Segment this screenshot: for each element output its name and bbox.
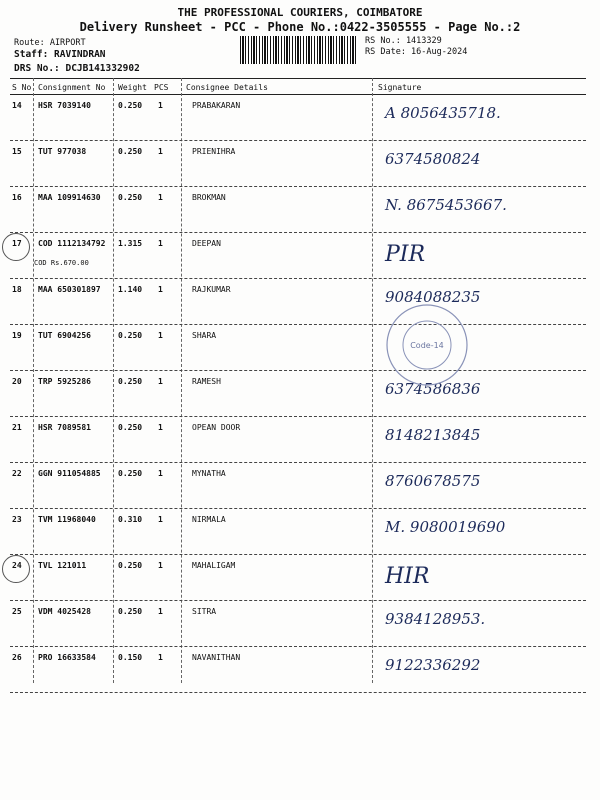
row-consignee: PRIENIHRA <box>192 147 236 156</box>
row-consignee: MAHALIGAM <box>192 561 236 570</box>
row-pcs: 1 <box>158 193 163 202</box>
barcode <box>240 36 358 64</box>
row-consignment: HSR 7039140 <box>38 101 91 110</box>
row-sno: 17 <box>12 239 22 248</box>
row-consignment: TRP 5925286 <box>38 377 91 386</box>
row-consignment: TUT 977038 <box>38 147 87 156</box>
row-signature: 6374586836 <box>385 380 481 398</box>
row-consignee: MYNATHA <box>192 469 226 478</box>
col-signature: Signature <box>378 83 422 92</box>
runsheet-subtitle: Delivery Runsheet - PCC - Phone No.:0422-3505555 - Page No.:2 <box>79 20 521 34</box>
row-consignee: OPEAN DOOR <box>192 423 241 432</box>
row-weight: 0.250 <box>118 101 143 110</box>
row-signature: M. 9080019690 <box>385 518 506 536</box>
row-signature: HIR <box>385 564 430 589</box>
row-pcs: 1 <box>158 561 163 570</box>
row-divider <box>10 278 586 279</box>
row-sno: 21 <box>12 423 22 432</box>
row-consignment: HSR 7089581 <box>38 423 91 432</box>
row-weight: 1.315 <box>118 239 143 248</box>
row-signature: 8148213845 <box>385 426 481 444</box>
staff-label: Staff: RAVINDRAN <box>14 49 106 60</box>
row-pcs: 1 <box>158 653 163 662</box>
row-sno: 20 <box>12 377 22 386</box>
rs-number: RS No.: 1413329 <box>365 36 442 46</box>
row-divider <box>10 600 586 601</box>
row-signature: 8760678575 <box>385 472 481 490</box>
route-label: Route: AIRPORT <box>14 38 86 48</box>
row-divider <box>10 692 586 693</box>
row-mark-circle <box>2 233 30 261</box>
row-divider <box>10 232 586 233</box>
col-consignment: Consignment No <box>38 83 106 92</box>
col-divider <box>33 78 34 683</box>
row-consignee: DEEPAN <box>192 239 221 248</box>
row-pcs: 1 <box>158 331 163 340</box>
row-weight: 0.250 <box>118 147 143 156</box>
row-pcs: 1 <box>158 377 163 386</box>
row-consignment: MAA 650301897 <box>38 285 101 294</box>
row-mark-circle <box>2 555 30 583</box>
row-consignee: RAJKUMAR <box>192 285 231 294</box>
row-note: COD Rs.670.00 <box>34 259 89 267</box>
row-sno: 19 <box>12 331 22 340</box>
row-signature: A 8056435718. <box>385 104 501 122</box>
col-divider <box>113 78 114 683</box>
row-consignee: SHARA <box>192 331 217 340</box>
row-divider <box>10 646 586 647</box>
row-divider <box>10 370 586 371</box>
row-sno: 23 <box>12 515 22 524</box>
row-pcs: 1 <box>158 515 163 524</box>
col-weight: Weight <box>118 83 147 92</box>
row-pcs: 1 <box>158 607 163 616</box>
row-weight: 0.250 <box>118 469 143 478</box>
col-pcs: PCS <box>154 83 169 92</box>
col-divider <box>181 78 182 683</box>
row-pcs: 1 <box>158 469 163 478</box>
row-consignment: MAA 109914630 <box>38 193 101 202</box>
row-pcs: 1 <box>158 423 163 432</box>
row-consignment: TVL 121011 <box>38 561 87 570</box>
row-signature: N. 8675453667. <box>385 196 507 214</box>
row-signature: 9384128953. <box>385 610 486 628</box>
row-consignment: VDM 4025428 <box>38 607 91 616</box>
company-title: THE PROFESSIONAL COURIERS, COIMBATORE <box>177 6 423 19</box>
row-consignment: PRO 16633584 <box>38 653 96 662</box>
stamp-text: Code-14 <box>410 341 444 350</box>
row-consignee: SITRA <box>192 607 217 616</box>
col-sno: S No <box>12 83 32 92</box>
table-header-line <box>10 94 586 95</box>
row-consignee: PRABAKARAN <box>192 101 241 110</box>
row-divider <box>10 416 586 417</box>
row-consignment: GGN 911054885 <box>38 469 101 478</box>
row-consignment: COD 1112134792 <box>38 239 106 248</box>
row-consignment: TVM 11968040 <box>38 515 96 524</box>
row-weight: 1.140 <box>118 285 143 294</box>
row-sno: 24 <box>12 561 22 570</box>
row-weight: 0.310 <box>118 515 143 524</box>
row-weight: 0.250 <box>118 607 143 616</box>
row-weight: 0.150 <box>118 653 143 662</box>
row-divider <box>10 462 586 463</box>
row-divider <box>10 508 586 509</box>
row-weight: 0.250 <box>118 193 143 202</box>
col-divider <box>372 78 373 683</box>
row-consignee: NAVANITHAN <box>192 653 241 662</box>
row-divider <box>10 554 586 555</box>
row-pcs: 1 <box>158 147 163 156</box>
row-weight: 0.250 <box>118 561 143 570</box>
row-sno: 14 <box>12 101 22 110</box>
row-consignee: BROKMAN <box>192 193 226 202</box>
row-weight: 0.250 <box>118 423 143 432</box>
row-weight: 0.250 <box>118 377 143 386</box>
row-divider <box>10 140 586 141</box>
row-signature: PIR <box>385 242 426 267</box>
drs-number: DRS No.: DCJB141332902 <box>14 63 140 74</box>
table-top-line <box>10 78 586 79</box>
row-consignee: RAMESH <box>192 377 221 386</box>
row-sno: 22 <box>12 469 22 478</box>
row-sno: 15 <box>12 147 22 156</box>
company-stamp <box>382 300 472 390</box>
row-divider <box>10 186 586 187</box>
row-consignment: TUT 6904256 <box>38 331 91 340</box>
row-pcs: 1 <box>158 101 163 110</box>
col-consignee: Consignee Details <box>186 83 268 92</box>
row-pcs: 1 <box>158 285 163 294</box>
row-sno: 26 <box>12 653 22 662</box>
row-sno: 18 <box>12 285 22 294</box>
row-signature: 9122336292 <box>385 656 481 674</box>
row-sno: 16 <box>12 193 22 202</box>
row-weight: 0.250 <box>118 331 143 340</box>
row-sno: 25 <box>12 607 22 616</box>
row-signature: 6374580824 <box>385 150 481 168</box>
rs-date: RS Date: 16-Aug-2024 <box>365 47 468 57</box>
row-consignee: NIRMALA <box>192 515 226 524</box>
row-divider <box>10 324 586 325</box>
row-pcs: 1 <box>158 239 163 248</box>
row-signature: 9084088235 <box>385 288 481 306</box>
